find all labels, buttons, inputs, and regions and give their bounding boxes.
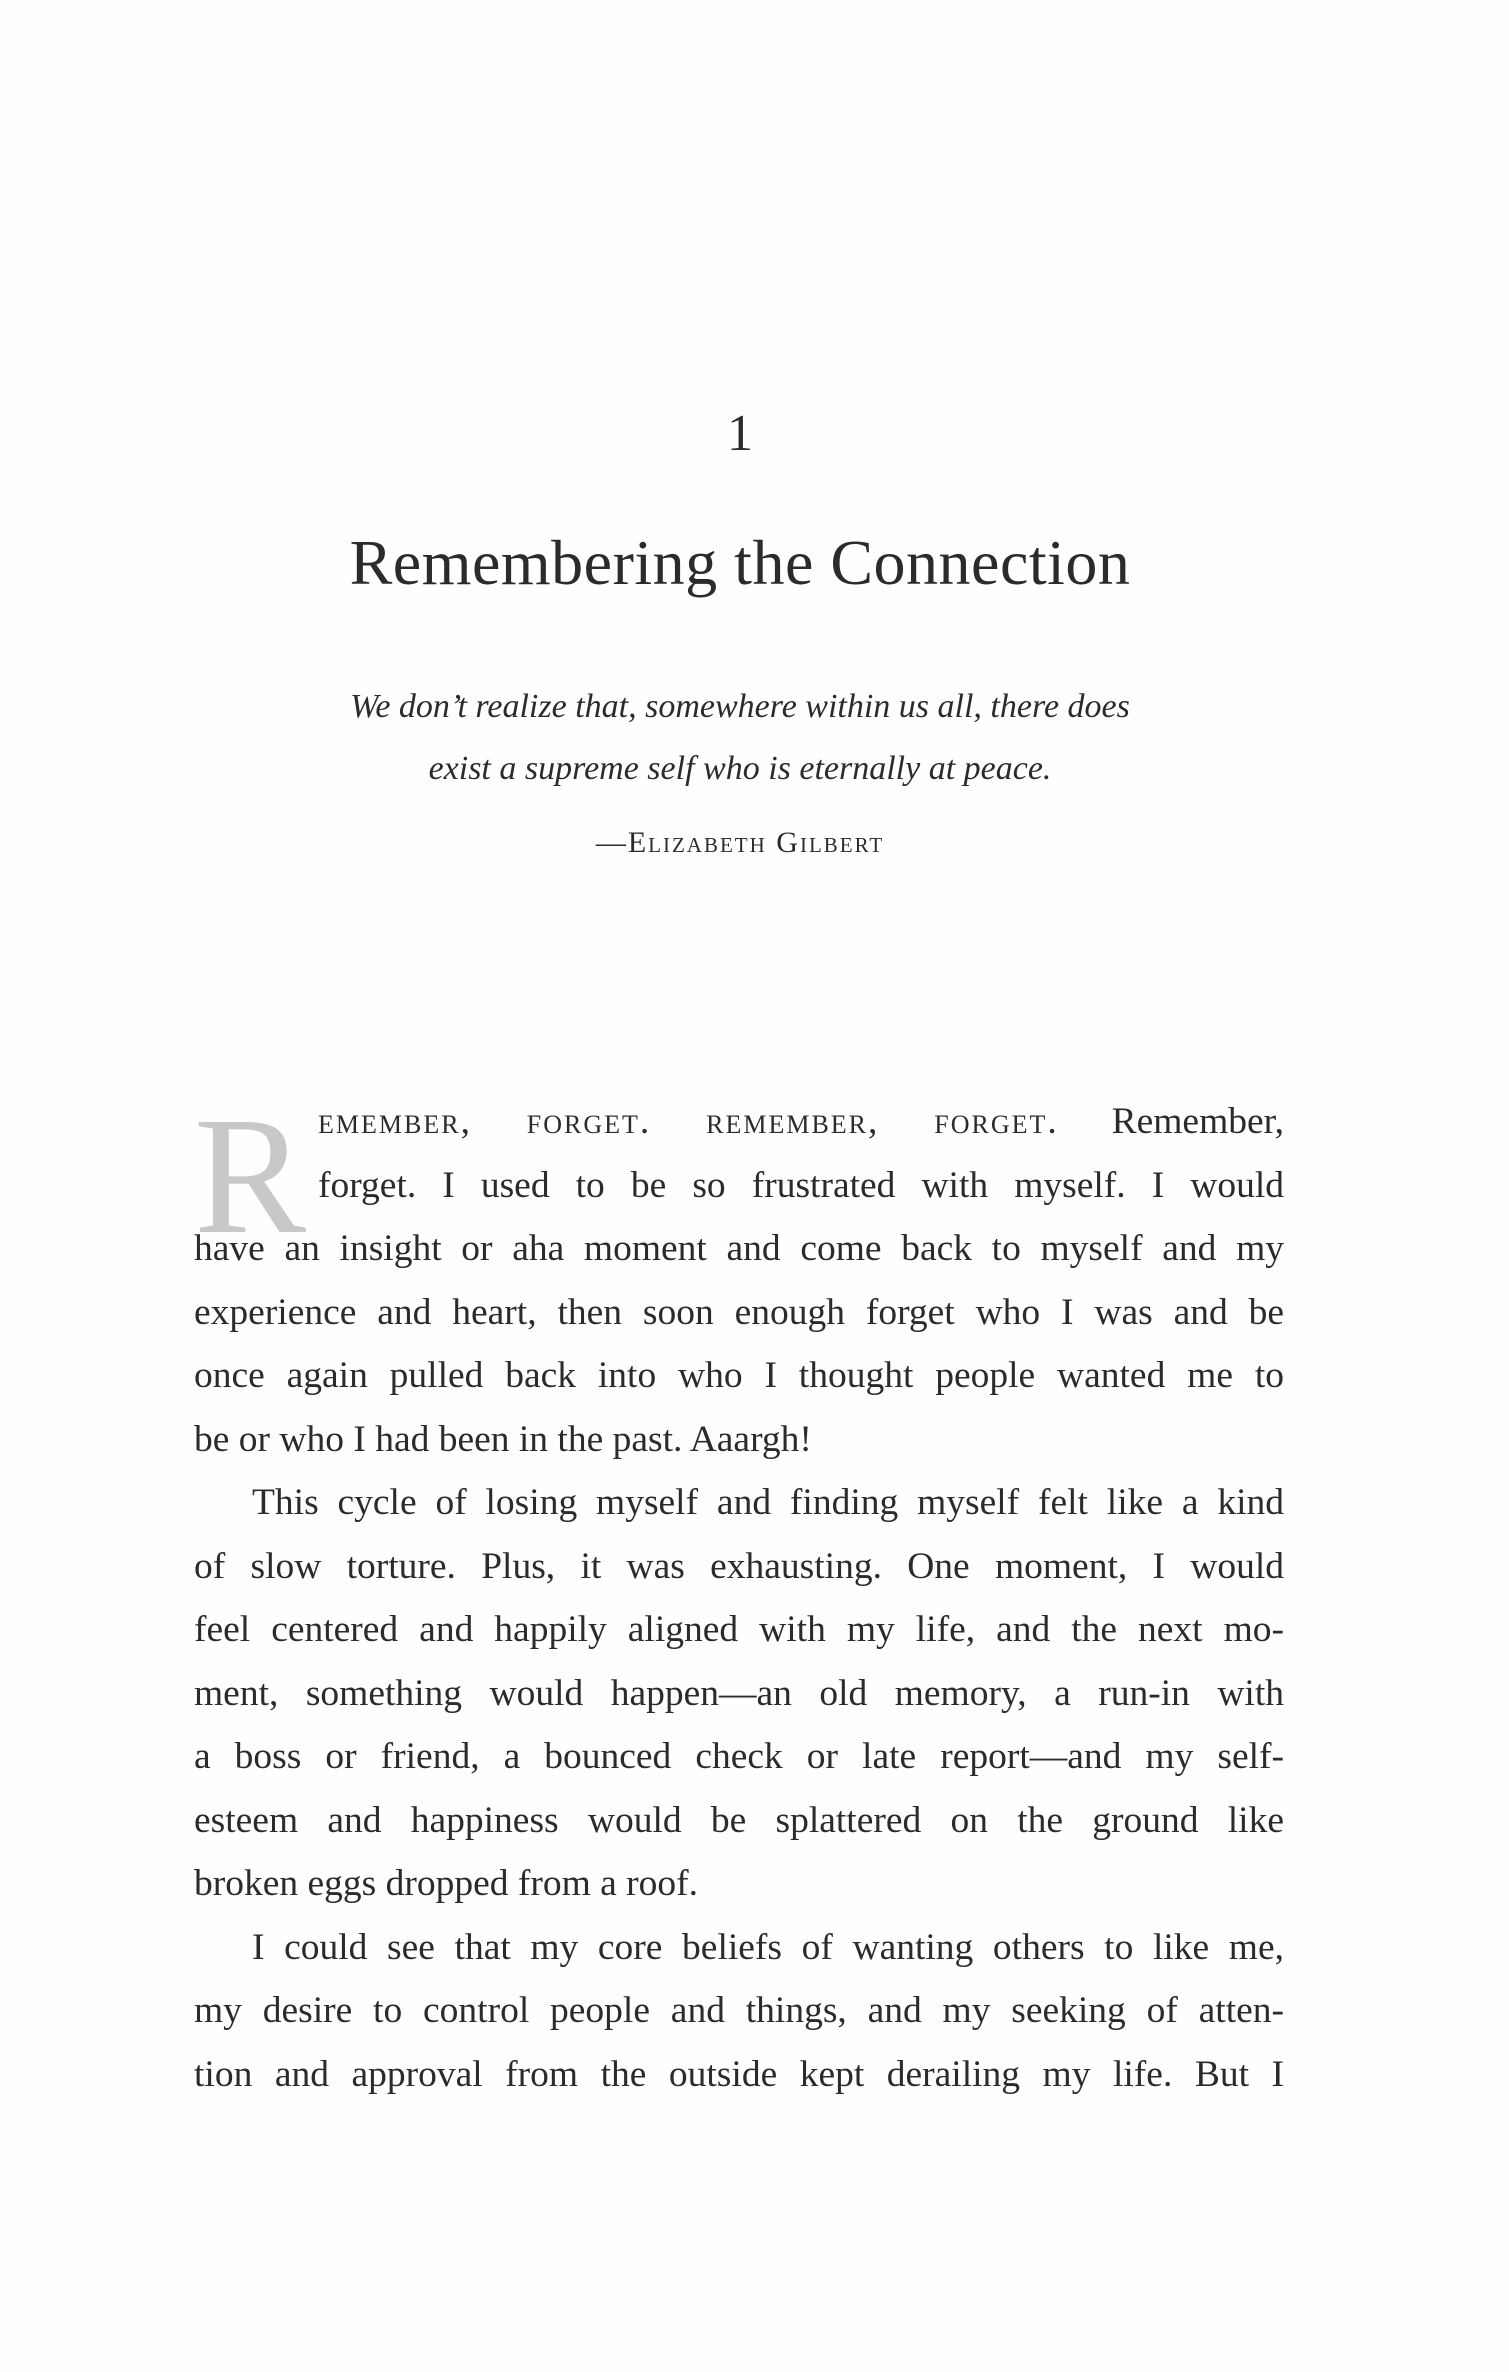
opening-rest: Remember, xyxy=(1058,1101,1284,1142)
body-line: my desire to control people and things, and my seeking of atten- xyxy=(194,1990,1284,2031)
body-line: forget. I used to be so frustrated with myself. I would xyxy=(318,1164,1284,1206)
opening-smallcaps: emember, forget. remember, forget. xyxy=(318,1101,1059,1142)
body-line: be or who I had been in the past. Aaargh! xyxy=(194,1418,812,1460)
body-line: I could see that my core beliefs of wanting others to like me, xyxy=(252,1926,1284,1968)
epigraph-line: exist a supreme self who is eternally at peace. xyxy=(428,750,1052,787)
body-line: This cycle of losing myself and finding myself felt like a kind xyxy=(252,1482,1284,1523)
body-line: broken eggs dropped from a roof. xyxy=(194,1863,699,1904)
body-line: of slow torture. Plus, it was exhausting. One moment, I would xyxy=(194,1545,1284,1587)
chapter-number: 1 xyxy=(727,405,753,462)
epigraph-line: We don’t realize that, somewhere within us all, there does xyxy=(350,688,1130,725)
body-line: a boss or friend, a bounced check or late report—and my self- xyxy=(194,1736,1284,1777)
body-line: experience and heart, then soon enough forget who I was and be xyxy=(194,1291,1284,1333)
body-line: have an insight or aha moment and come back to myself and my xyxy=(194,1228,1284,1269)
chapter-title: Remembering the Connection xyxy=(349,527,1131,598)
body-line: ment, something would happen—an old memory, a run-in with xyxy=(194,1672,1284,1714)
body-line: feel centered and happily aligned with my life, and the next mo- xyxy=(194,1609,1284,1650)
body-line: once again pulled back into who I thought people wanted me to xyxy=(194,1355,1284,1396)
epigraph-attribution: —Elizabeth Gilbert xyxy=(595,826,885,859)
body-line: tion and approval from the outside kept derailing my life. But I xyxy=(194,2053,1284,2095)
body-line xyxy=(194,1090,1284,1154)
body-text xyxy=(194,1083,1284,2106)
drop-cap: R xyxy=(194,1083,307,1269)
epigraph xyxy=(0,676,1480,800)
body-line: esteem and happiness would be splattered on the ground like xyxy=(194,1799,1284,1841)
